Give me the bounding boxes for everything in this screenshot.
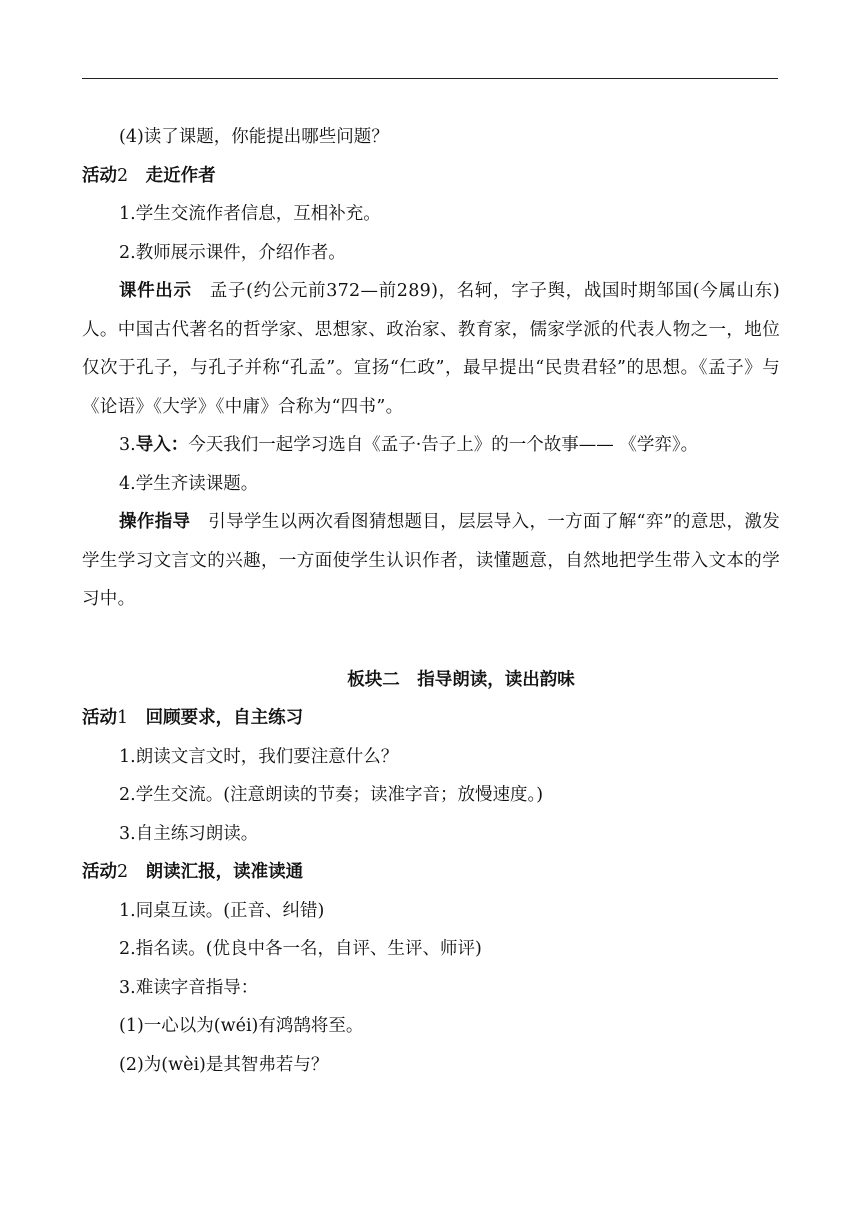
courseware-paragraph xyxy=(82,272,780,426)
activity-2b-heading xyxy=(82,853,780,892)
activity-1-heading xyxy=(82,699,780,738)
block-title: 板块二 指导朗读，读出韵味 xyxy=(347,669,575,690)
activity-title: 朗读汇报，读准读通 xyxy=(145,862,304,882)
list-item: 4.学生齐读课题。 xyxy=(119,473,259,494)
activity-prefix: 活动 xyxy=(82,862,117,882)
list-item: 1.学生交流作者信息，互相补充。 xyxy=(119,204,381,224)
activity-prefix: 活动 xyxy=(82,708,117,728)
intro-label: 导入： xyxy=(135,435,189,455)
activity-number: 1 xyxy=(117,708,129,728)
guide-label: 操作指导 xyxy=(119,512,191,532)
list-item xyxy=(82,426,780,465)
sub-item: (2)为(wèi)是其智弗若与？ xyxy=(119,1054,329,1075)
activity-number: 2 xyxy=(117,862,129,882)
list-item: 3.自主练习朗读。 xyxy=(119,823,259,844)
document-body xyxy=(82,118,780,1084)
list-item: 1.朗读文言文时，我们要注意什么？ xyxy=(119,746,399,767)
courseware-text: 孟子(约公元前372—前289)，名轲，字子舆，战国时期邹国(今属山东)人。中国古代著名的哲学家、思想家、政治家、教育家，儒家学派的代表人物之一，地位仅次于孔子，与孔子并称“孔孟”。宣扬“仁政”，最早提出“民贵君轻”的思想。《孟子》与《论语》《大学》《中庸》合称为“四书”。 xyxy=(82,281,780,417)
list-item: 3.难读字音指导： xyxy=(119,977,259,998)
list-item: 1.同桌互读。(正音、纠错) xyxy=(119,900,325,921)
question-4: (4)读了课题，你能提出哪些问题？ xyxy=(119,127,389,147)
item-number: 3. xyxy=(119,435,136,455)
intro-text: 今天我们一起学习选自《孟子·告子上》的一个故事—— 《学弈》。 xyxy=(188,435,699,455)
sub-item: (1)一心以为(wéi)有鸿鹄将至。 xyxy=(119,1016,364,1036)
activity-number: 2 xyxy=(117,165,129,186)
activity-title: 回顾要求，自主练习 xyxy=(145,708,304,728)
activity-2-heading xyxy=(82,157,780,196)
courseware-label: 课件出示 xyxy=(119,281,192,301)
guide-text: 引导学生以两次看图猜想题目，层层导入，一方面了解“弈”的意思，激发学生学习文言文的兴趣，一方面使学生认识作者，读懂题意，自然地把学生带入文本的学习中。 xyxy=(82,512,780,609)
section-gap xyxy=(82,619,780,661)
list-item: 2.教师展示课件，介绍作者。 xyxy=(119,242,346,263)
header-rule xyxy=(82,78,778,79)
list-item: 2.学生交流。(注意朗读的节奏；读准字音；放慢速度。) xyxy=(119,785,544,805)
activity-prefix: 活动 xyxy=(82,165,117,186)
activity-title: 走近作者 xyxy=(145,165,216,186)
list-item: 2.指名读。(优良中各一名，自评、生评、师评) xyxy=(119,939,482,959)
guide-paragraph xyxy=(82,503,780,619)
